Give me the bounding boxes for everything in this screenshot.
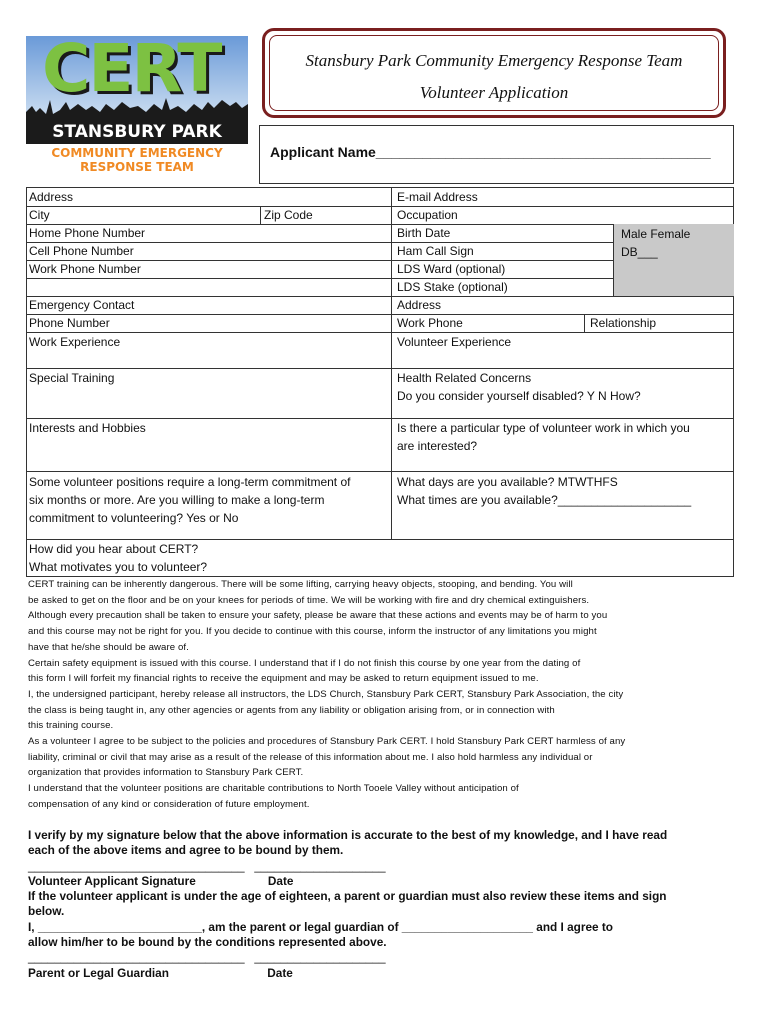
disclaimer-line: have that he/she should be aware of. (28, 641, 189, 653)
application-form (26, 187, 734, 577)
disclaimer-text (28, 577, 732, 813)
address-label: Address (29, 190, 74, 204)
disabled-question: Do you consider yourself disabled? Y N How? (397, 389, 641, 403)
verify-line2: each of the above items and agree to be bound by them. (28, 843, 344, 858)
guardian-line4: allow him/her to be bound by the conditions represented above. (28, 935, 387, 950)
email-label: E-mail Address (397, 190, 478, 204)
zip-code-label: Zip Code (264, 208, 313, 222)
logo-subtitle-line1: COMMUNITY EMERGENCY (51, 146, 223, 160)
times-available-label: What times are you available?____________________ (397, 493, 692, 507)
health-concerns-label: Health Related Concerns (397, 371, 532, 385)
work-phone-label: Work Phone (397, 316, 463, 330)
cell-phone-label: Cell Phone Number (29, 244, 134, 258)
logo-subtitle-line2: RESPONSE TEAM (80, 160, 194, 174)
disclaimer-line: Certain safety equipment is issued with this course. I understand that if I do not finish this course by one year from the dating of (28, 657, 581, 669)
disclaimer-line: this form I will forfeit my financial rights to receive the equipment and may be asked to return equipment issued to me. (28, 673, 539, 685)
hear-about-label: How did you hear about CERT? (29, 542, 199, 556)
logo-word: CERT (42, 36, 221, 107)
applicant-name-box[interactable] (259, 125, 734, 184)
work-phone-number-label: Work Phone Number (29, 262, 141, 276)
disclaimer-line: compensation of any kind or consideration of future employment. (28, 798, 310, 810)
title-line1: Stansbury Park Community Emergency Response Team (305, 51, 683, 70)
relationship-label: Relationship (590, 316, 657, 330)
db-label: DB___ (621, 245, 658, 259)
disclaimer-line: this training course. (28, 720, 114, 732)
disclaimer-line: and this course may not be right for you. If you decide to continue with this course, inform the instructor of any limitations you might (28, 626, 597, 638)
guardian-signature-line[interactable]: _________________________________ ____________________ (28, 950, 386, 965)
work-experience-label: Work Experience (29, 335, 121, 349)
particular-work-line2: are interested? (397, 439, 478, 453)
ec-address-label: Address (397, 298, 442, 312)
longterm-line1: Some volunteer positions require a long-term commitment of (29, 475, 351, 489)
title-box (262, 28, 726, 118)
lds-ward-label: LDS Ward (optional) (397, 262, 506, 276)
guardian-line1: If the volunteer applicant is under the age of eighteen, a parent or guardian must also review these items and sign (28, 889, 667, 904)
disclaimer-line: As a volunteer I agree to be subject to the policies and procedures of Stansbury Park CERT. I hold Stansbury Park CERT harmless of any (28, 736, 626, 748)
disclaimer-line: I understand that the volunteer positions are charitable contributions to North Tooele Valley without anticipation of (28, 783, 519, 795)
longterm-line3: commitment to volunteering? Yes or No (29, 511, 239, 525)
disclaimer-line: organization that provides information to Stansbury Park CERT. (28, 767, 304, 779)
skyline-icon (26, 92, 248, 120)
birth-date-label: Birth Date (397, 226, 451, 240)
ham-call-sign-label: Ham Call Sign (397, 244, 474, 258)
male-female-label: Male Female (621, 227, 691, 241)
verification-section (28, 828, 748, 981)
logo-subtitle (26, 144, 248, 174)
city-label: City (29, 208, 50, 222)
disclaimer-line: I, the undersigned participant, hereby release all instructors, the LDS Church, Stansbury Park CERT, Stansbury Park Association, the city (28, 688, 624, 700)
verify-line1: I verify by my signature below that the above information is accurate to the best of my knowledge, and I have read (28, 828, 668, 842)
lds-stake-label: LDS Stake (optional) (397, 280, 508, 294)
logo-location: STANSBURY PARK (26, 120, 248, 144)
logo-banner (26, 36, 248, 120)
applicant-signature-label: Volunteer Applicant Signature Date (28, 873, 294, 888)
disclaimer-line: the class is being taught in, any other agencies or agents from any liability or obligation arising from, or in connection with (28, 704, 555, 716)
disclaimer-line: liability, criminal or civil that may arise as a result of the release of this information about me. I also hold harmless any individual or (28, 751, 593, 763)
phone-number-label: Phone Number (29, 316, 110, 330)
special-training-label: Special Training (29, 371, 115, 385)
home-phone-label: Home Phone Number (29, 226, 146, 240)
applicant-name-label: Applicant Name___________________________________________ (270, 144, 711, 160)
particular-work-line1: Is there a particular type of volunteer work in which you (397, 421, 690, 435)
volunteer-experience-label: Volunteer Experience (397, 335, 512, 349)
disclaimer-line: Although every precaution shall be taken to ensure your safety, please be aware that these actions and events may be of harm to you (28, 610, 608, 622)
longterm-line2: six months or more. Are you willing to make a long-term (29, 493, 325, 507)
guardian-signature-label: Parent or Legal Guardian Date (28, 965, 293, 980)
title-line2: Volunteer Application (419, 83, 569, 102)
disclaimer-line: CERT training can be inherently dangerous. There will be some lifting, carrying heavy objects, stooping, and bending. You will (28, 579, 573, 590)
occupation-label: Occupation (397, 208, 458, 222)
applicant-signature-line[interactable]: _________________________________ ____________________ (28, 858, 386, 873)
cert-logo (26, 36, 248, 176)
disclaimer-line: be asked to get on the floor and be on your knees for periods of time. We will be working with fire and dry chemical extinguishers. (28, 594, 590, 606)
interests-label: Interests and Hobbies (29, 421, 146, 435)
emergency-contact-label: Emergency Contact (29, 298, 135, 312)
guardian-line2: below. (28, 904, 65, 919)
motivates-label: What motivates you to volunteer? (29, 560, 208, 574)
days-available-label: What days are you available? MTWTHFS (397, 475, 618, 489)
guardian-line3[interactable]: I, _________________________, am the parent or legal guardian of ____________________ and I agree to (28, 919, 613, 934)
